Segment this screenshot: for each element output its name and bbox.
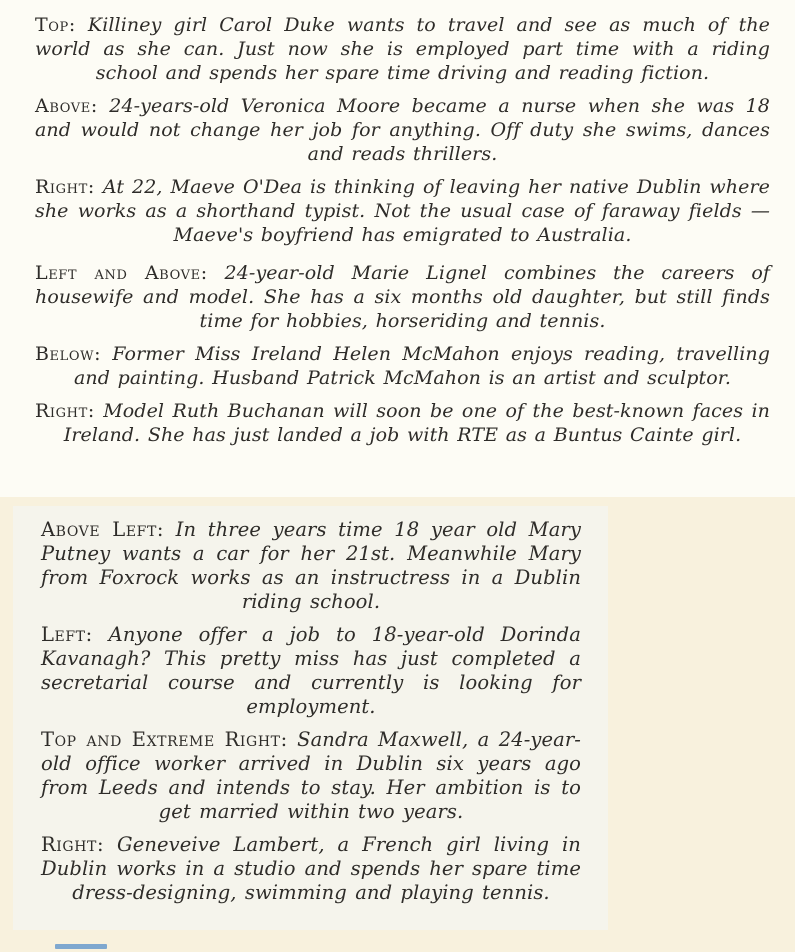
caption-item: [41, 518, 581, 614]
caption-label: Right:: [41, 833, 105, 856]
caption-text: Model Ruth Buchanan will soon be one of the best-known faces in Ireland. She has just landed a job with RTE as a Buntus Cainte girl.: [63, 400, 770, 446]
photo-edge-mark: [55, 944, 107, 949]
caption-item: [41, 623, 581, 719]
bottom-captions-section: [0, 497, 795, 952]
caption-text: In three years time 18 year old Mary Putney wants a car for her 21st. Meanwhile Mary from Foxrock works as an instructress in a Dublin riding school.: [41, 518, 581, 613]
caption-item: [35, 94, 770, 166]
caption-label: Right:: [35, 400, 95, 422]
caption-label: Below:: [35, 343, 102, 365]
caption-item: [41, 833, 581, 905]
caption-label: Left:: [41, 623, 93, 646]
caption-text: Sandra Maxwell, a 24-year-old office worker arrived in Dublin six years ago from Leeds and intends to stay. Her ambition is to get married within two years.: [41, 728, 581, 823]
caption-label: Above:: [35, 95, 98, 117]
caption-label: Right:: [35, 176, 95, 198]
caption-text: Geneveive Lambert, a French girl living in Dublin works in a studio and spends her spare time dress-designing, swimming and playing tennis.: [41, 833, 581, 904]
caption-item: [35, 13, 770, 85]
caption-label: Above Left:: [41, 518, 165, 541]
caption-item: [35, 261, 770, 333]
caption-item: [35, 399, 770, 447]
caption-text: At 22, Maeve O'Dea is thinking of leaving her native Dublin where she works as a shorthand typist. Not the usual case of faraway fields — Maeve's boyfriend has emigrated to Australia.: [35, 176, 771, 246]
caption-item: [41, 728, 581, 824]
caption-text: 24-year-old Marie Lignel combines the careers of housewife and model. She has a six months old daughter, but still finds time for hobbies, horseriding and tennis.: [35, 262, 771, 332]
caption-label: Top and Extreme Right:: [41, 728, 288, 751]
caption-text: Former Miss Ireland Helen McMahon enjoys reading, travelling and painting. Husband Patrick McMahon is an artist and sculptor.: [74, 343, 770, 389]
caption-text: Anyone offer a job to 18-year-old Dorinda Kavanagh? This pretty miss has just completed a secretarial course and currently is looking for employment.: [41, 623, 581, 718]
caption-panel: [13, 506, 608, 930]
caption-label: Left and Above:: [35, 262, 208, 284]
caption-text: 24-years-old Veronica Moore became a nurse when she was 18 and would not change her job for anything. Off duty she swims, dances and reads thrillers.: [35, 95, 770, 165]
caption-item: [35, 342, 770, 390]
caption-text: Killiney girl Carol Duke wants to travel and see as much of the world as she can. Just now she is employed part time with a riding school and spends her spare time driving and reading fiction.: [35, 14, 771, 84]
caption-label: Top:: [35, 14, 76, 36]
caption-item: [35, 175, 770, 247]
